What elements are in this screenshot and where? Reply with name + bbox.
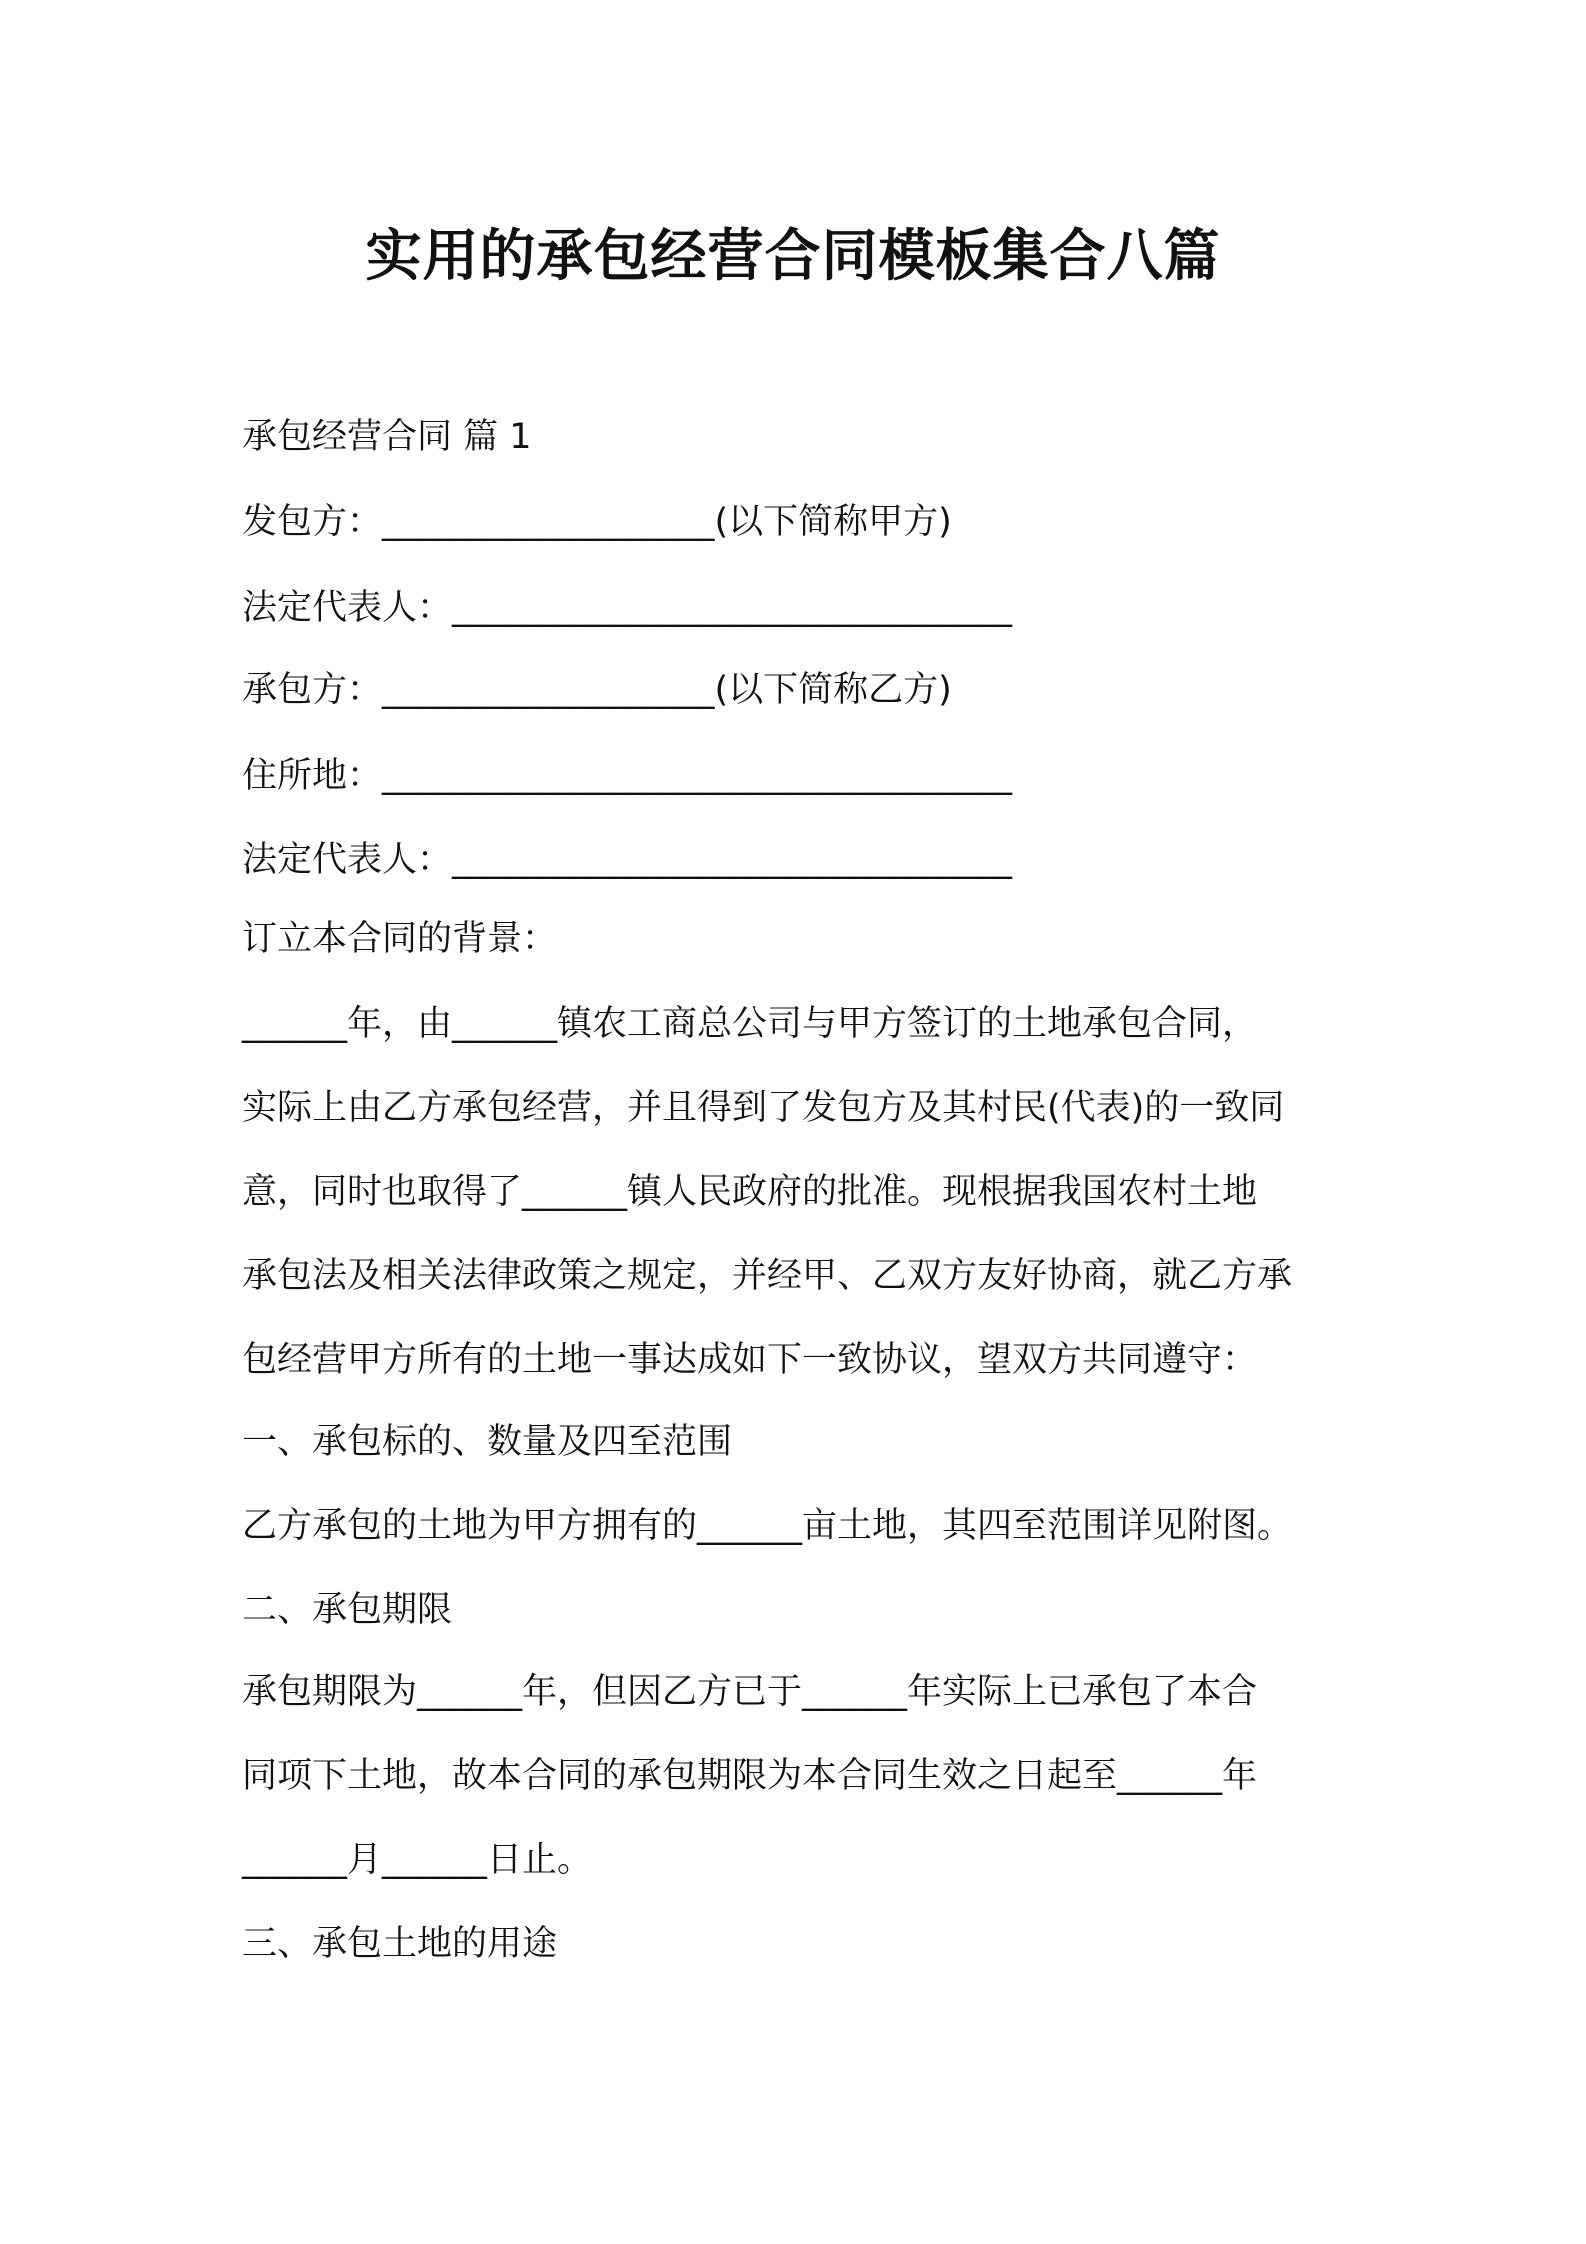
paragraph-line: ______月______日止。 [242, 1840, 593, 1880]
paragraph-line: 同项下土地，故本合同的承包期限为本合同生效之日起至______年 [242, 1756, 1258, 1796]
contract-background-heading: 订立本合同的背景： [242, 919, 558, 959]
clause-heading-3: 三、承包土地的用途 [242, 1924, 558, 1964]
paragraph-line: 承包期限为______年，但因乙方已于______年实际上已承包了本合 [242, 1672, 1258, 1712]
paragraph-line: 承包法及相关法律政策之规定，并经甲、乙双方友好协商，就乙方承 [242, 1256, 1293, 1296]
contract-line-contractor: 承包方：___________________(以下简称乙方) [242, 670, 952, 710]
contract-line-legal-rep-a: 法定代表人：________________________________ [242, 588, 1013, 628]
contract-line-address: 住所地：____________________________________ [242, 756, 1013, 796]
paragraph-line: 乙方承包的土地为甲方拥有的______亩土地，其四至范围详见附图。 [242, 1506, 1293, 1546]
paragraph-line: 实际上由乙方承包经营，并且得到了发包方及其村民(代表)的一致同 [242, 1088, 1285, 1128]
paragraph-line: ______年，由______镇农工商总公司与甲方签订的土地承包合同， [242, 1004, 1258, 1044]
paragraph-line: 包经营甲方所有的土地一事达成如下一致协议，望双方共同遵守： [242, 1340, 1258, 1380]
clause-heading-2: 二、承包期限 [242, 1590, 453, 1630]
contract-line-legal-rep-b: 法定代表人：________________________________ [242, 840, 1013, 880]
section-heading-part-1: 承包经营合同 篇 1 [242, 417, 532, 457]
document-title: 实用的承包经营合同模板集合八篇 [365, 224, 1221, 289]
clause-heading-1: 一、承包标的、数量及四至范围 [242, 1422, 733, 1462]
paragraph-line: 意，同时也取得了______镇人民政府的批准。现根据我国农村土地 [242, 1172, 1258, 1212]
contract-line-issuer: 发包方：___________________(以下简称甲方) [242, 502, 952, 542]
